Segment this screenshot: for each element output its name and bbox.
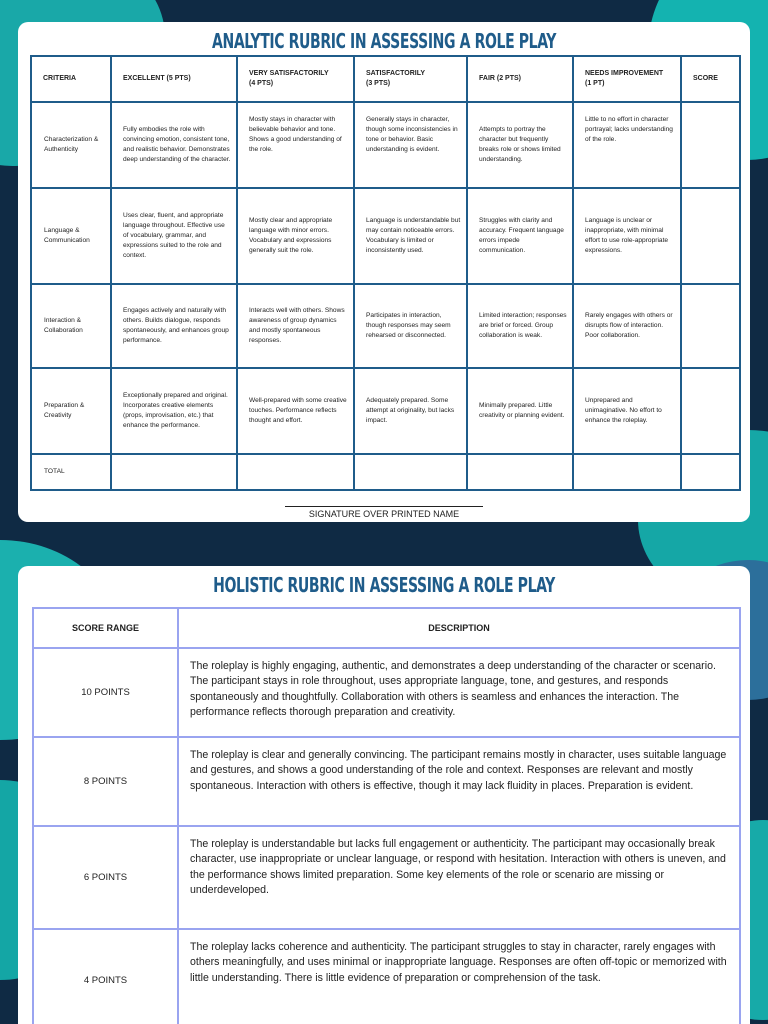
header-description: DESCRIPTION	[178, 608, 740, 648]
analytic-rubric-table	[30, 55, 741, 491]
header-very-satisfactorily: VERY SATISFACTORILY (4 PTS)	[237, 56, 354, 102]
total-cell[interactable]	[237, 454, 354, 490]
criteria-cell: Interaction & Collaboration	[31, 284, 111, 368]
rubric-cell: Little to no effort in character portrayal; lacks understanding of the role.	[573, 102, 681, 188]
table-row	[33, 929, 740, 1024]
rubric-cell: Language is understandable but may contain noticeable errors. Vocabulary is limited or inconsistently used.	[354, 188, 467, 284]
rubric-cell: Fully embodies the role with convincing emotion, consistent tone, and realistic behavior. Demonstrates deep understanding of the character.	[111, 102, 237, 188]
rubric-cell: Participates in interaction, though responses may seem rehearsed or disconnected.	[354, 284, 467, 368]
rubric-cell: Mostly stays in character with believable behavior and tone. Shows a good understanding of the role.	[237, 102, 354, 188]
rubric-cell: Language is unclear or inappropriate, with minimal effort to use role-appropriate expressions.	[573, 188, 681, 284]
holistic-header-row	[33, 608, 740, 648]
total-score-cell[interactable]	[681, 454, 740, 490]
criteria-cell: Preparation & Creativity	[31, 368, 111, 454]
table-row	[33, 648, 740, 737]
table-row	[31, 368, 740, 454]
holistic-rubric-card	[18, 566, 750, 1024]
holistic-rubric-table	[32, 607, 741, 1024]
table-row	[33, 826, 740, 929]
header-needs-improvement: NEEDS IMPROVEMENT (1 PT)	[573, 56, 681, 102]
header-score: SCORE	[681, 56, 740, 102]
rubric-cell: Struggles with clarity and accuracy. Frequent language errors impede communication.	[467, 188, 573, 284]
table-row	[33, 737, 740, 826]
criteria-cell: Characterization & Authenticity	[31, 102, 111, 188]
description-cell: The roleplay lacks coherence and authenticity. The participant struggles to stay in character, rarely engages with others meaningfully, and uses minimal or inappropriate language. Responses are often off-topic or memorized with little understanding. There is little evidence of preparation or comprehension of the task.	[178, 929, 740, 1024]
rubric-cell: Rarely engages with others or disrupts flow of interaction. Poor collaboration.	[573, 284, 681, 368]
rubric-cell: Attempts to portray the character but frequently breaks role or shows limited understanding.	[467, 102, 573, 188]
signature-label: SIGNATURE OVER PRINTED NAME	[308, 509, 460, 519]
score-cell[interactable]	[681, 368, 740, 454]
score-range-cell: 4 POINTS	[33, 929, 178, 1024]
rubric-cell: Generally stays in character, though some inconsistencies in tone or behavior. Basic understanding is evident.	[354, 102, 467, 188]
rubric-cell: Adequately prepared. Some attempt at originality, but lacks impact.	[354, 368, 467, 454]
rubric-cell: Mostly clear and appropriate language with minor errors. Vocabulary and expressions generally suit the role.	[237, 188, 354, 284]
total-cell[interactable]	[573, 454, 681, 490]
analytic-rubric-title: ANALYTIC RUBRIC IN ASSESSING A ROLE PLAY	[212, 29, 556, 53]
header-satisfactorily: SATISFACTORILY (3 PTS)	[354, 56, 467, 102]
rubric-cell: Engages actively and naturally with others. Builds dialogue, responds spontaneously, and enhances group performance.	[111, 284, 237, 368]
table-row	[31, 102, 740, 188]
signature-line[interactable]	[285, 506, 483, 507]
analytic-header-row	[31, 56, 740, 102]
table-row	[31, 284, 740, 368]
score-cell[interactable]	[681, 284, 740, 368]
criteria-cell: Language & Communication	[31, 188, 111, 284]
rubric-cell: Unprepared and unimaginative. No effort to enhance the roleplay.	[573, 368, 681, 454]
rubric-cell: Limited interaction; responses are brief or forced. Group collaboration is weak.	[467, 284, 573, 368]
total-row	[31, 454, 740, 490]
header-score-range: SCORE RANGE	[33, 608, 178, 648]
score-range-cell: 6 POINTS	[33, 826, 178, 929]
score-range-cell: 10 POINTS	[33, 648, 178, 737]
total-cell[interactable]	[354, 454, 467, 490]
description-cell: The roleplay is clear and generally convincing. The participant remains mostly in character, uses suitable language and gestures, and shows a good understanding of the role and context. Responses are relevant and mostly spontaneous. Interaction with others is effective, though it may lack fluidity in places. Preparation is evident.	[178, 737, 740, 826]
total-cell[interactable]	[467, 454, 573, 490]
rubric-cell: Uses clear, fluent, and appropriate language throughout. Effective use of vocabulary, grammar, and expressions suited to the role and context.	[111, 188, 237, 284]
rubric-cell: Exceptionally prepared and original. Incorporates creative elements (props, improvisation, etc.) that enhance the performance.	[111, 368, 237, 454]
table-row	[31, 188, 740, 284]
header-criteria: CRITERIA	[31, 56, 111, 102]
rubric-cell: Minimally prepared. Little creativity or planning evident.	[467, 368, 573, 454]
total-label: TOTAL	[31, 454, 111, 490]
rubric-cell: Well-prepared with some creative touches. Performance reflects thought and effort.	[237, 368, 354, 454]
score-cell[interactable]	[681, 188, 740, 284]
score-cell[interactable]	[681, 102, 740, 188]
score-range-cell: 8 POINTS	[33, 737, 178, 826]
analytic-rubric-card	[18, 22, 750, 522]
holistic-rubric-title: HOLISTIC RUBRIC IN ASSESSING A ROLE PLAY	[213, 573, 555, 597]
total-cell[interactable]	[111, 454, 237, 490]
description-cell: The roleplay is understandable but lacks full engagement or authenticity. The participant may occasionally break character, use inappropriate or unclear language, or respond with hesitation. Interaction with others is uneven, and the performance shows limited preparation. Some key elements of the role or scenario are missing or underdeveloped.	[178, 826, 740, 929]
header-fair: FAIR (2 PTS)	[467, 56, 573, 102]
rubric-cell: Interacts well with others. Shows awareness of group dynamics and mostly spontaneous responses.	[237, 284, 354, 368]
description-cell: The roleplay is highly engaging, authentic, and demonstrates a deep understanding of the character or scenario. The participant stays in role throughout, uses appropriate language, tone, and gestures, and responds spontaneously and thoughtfully. Collaboration with others is seamless and enhances the interaction. The performance reflects thorough preparation and creativity.	[178, 648, 740, 737]
header-excellent: EXCELLENT (5 PTS)	[111, 56, 237, 102]
